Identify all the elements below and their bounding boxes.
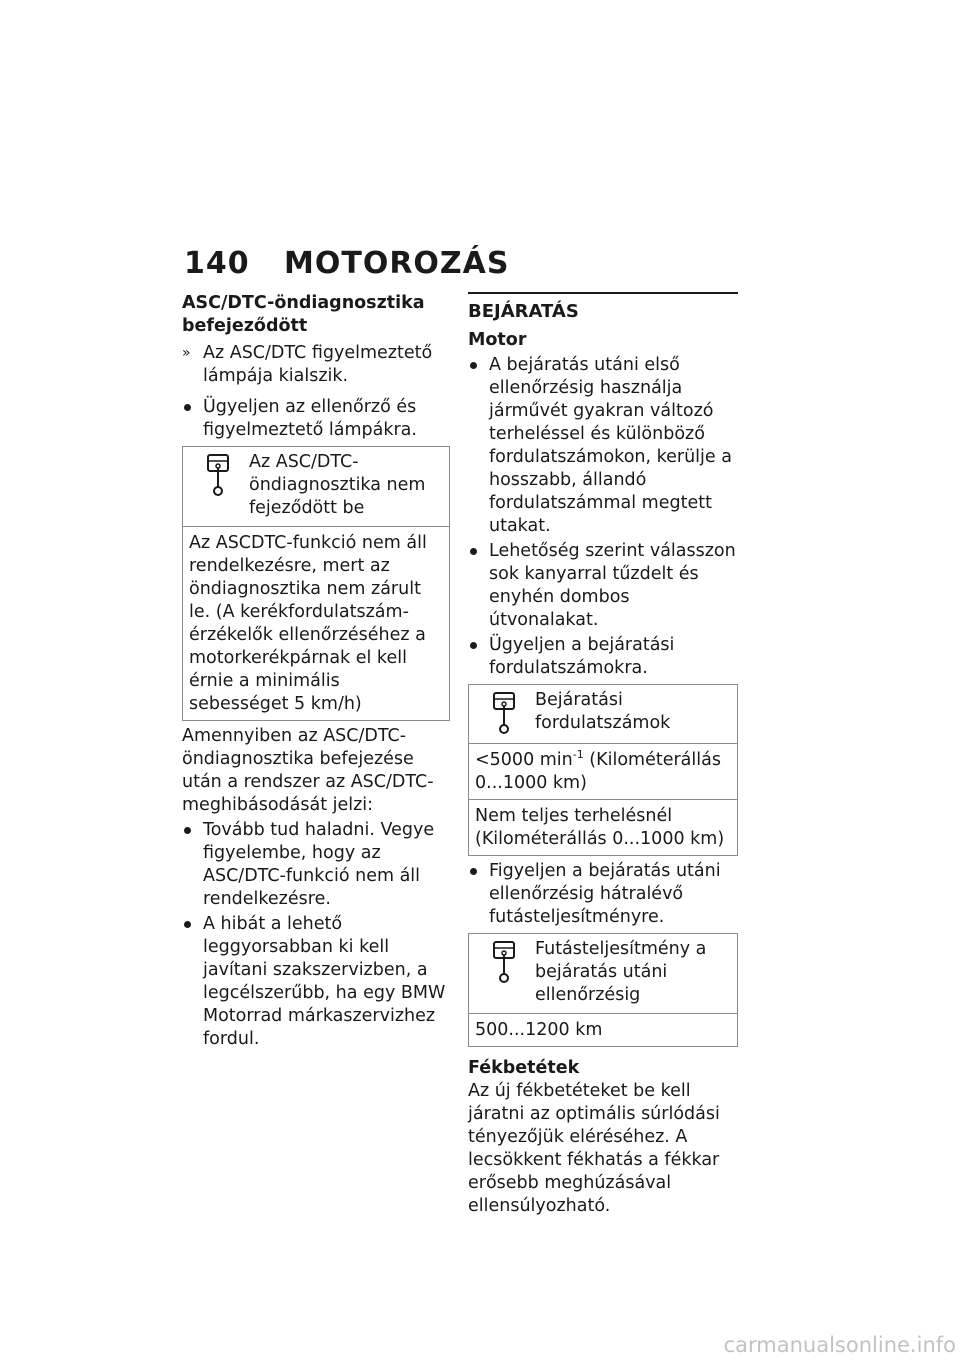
bullet-text: Ügyeljen az ellenőrző és figyelmeztető lámpákra. bbox=[203, 397, 417, 440]
spec-table-cell bbox=[469, 743, 737, 799]
rpm-value: <5000 min bbox=[475, 750, 573, 770]
bullet-item bbox=[182, 396, 450, 442]
bullet-item bbox=[182, 819, 450, 911]
left-column bbox=[182, 292, 450, 1051]
paragraph-brake-pads: Az új fékbetéteket be kell járatni az optimális súrlódási tényezőjük eléréséhez. A lecsökkent fékhatás a fékkar erősebb meghúzásával ellensúlyozható. bbox=[468, 1081, 720, 1216]
spec-table-asc-dtc bbox=[182, 446, 450, 721]
right-column bbox=[468, 292, 738, 1218]
bullet-text: Lehetőség szerint válasszon sok kanyarral tűzdelt és enyhén dombos útvonalakat. bbox=[489, 541, 736, 630]
rpm-condition: (Kilométerállás 0...1000 km) bbox=[475, 750, 721, 793]
section-title-bejaratas: BEJÁRATÁS bbox=[468, 292, 738, 323]
bullet-text: A bejáratás utáni első ellenőrzésig használja járművét gyakran változó terheléssel és különböző fordulatszámokon, kerülje a hosszabb, állandó fordulatszámmal megtett utakat. bbox=[489, 355, 732, 536]
bullet-item bbox=[468, 634, 738, 680]
page-number: 140 bbox=[184, 246, 250, 281]
spec-table-cell: Nem teljes terhelésnél (Kilométerállás 0...1000 km) bbox=[469, 799, 737, 855]
heading-motor: Motor bbox=[468, 330, 527, 350]
bullet-item bbox=[468, 860, 738, 929]
bullet-text: Ügyeljen a bejáratási fordulatszámokra. bbox=[489, 635, 675, 678]
piston-icon bbox=[487, 940, 521, 984]
bullet-dot-icon bbox=[184, 827, 191, 834]
spec-table-break-in-rpm bbox=[468, 684, 738, 856]
spec-table-mileage bbox=[468, 933, 738, 1047]
bullet-dot-icon bbox=[470, 362, 477, 369]
paragraph-fault: Amennyiben az ASC/DTC-öndiagnosztika befejezése után a rendszer az ASC/DTC-meghibásodását jelzi: bbox=[182, 726, 434, 815]
spec-table-header bbox=[183, 447, 449, 526]
piston-icon bbox=[201, 453, 235, 497]
result-item bbox=[182, 342, 450, 388]
bullet-dot-icon bbox=[184, 404, 191, 411]
bullet-text: Figyeljen a bejáratás utáni ellenőrzésig hátralévő futásteljesítményre. bbox=[489, 861, 721, 927]
result-arrow-icon: » bbox=[182, 345, 191, 361]
bullet-item bbox=[468, 354, 738, 538]
spec-table-title: Bejáratási fordulatszámok bbox=[535, 690, 671, 733]
spec-table-header bbox=[469, 934, 737, 1013]
watermark: carmanualsonline.info bbox=[723, 1333, 956, 1357]
bullet-item bbox=[182, 913, 450, 1051]
chapter-title: MOTOROZÁS bbox=[284, 246, 510, 281]
rpm-exponent: -1 bbox=[572, 748, 584, 762]
result-text: Az ASC/DTC figyelmeztető lámpája kialszik. bbox=[203, 343, 433, 386]
bullet-text: Tovább tud haladni. Vegye figyelembe, hogy az ASC/DTC-funkció nem áll rendelkezésre. bbox=[203, 820, 435, 909]
spec-table-cell: 500...1200 km bbox=[469, 1013, 737, 1046]
spec-table-title: Az ASC/DTC-öndiagnosztika nem fejeződött be bbox=[249, 452, 426, 518]
bullet-dot-icon bbox=[184, 921, 191, 928]
piston-icon bbox=[487, 691, 521, 735]
bullet-dot-icon bbox=[470, 548, 477, 555]
heading-brake-pads: Fékbetétek bbox=[468, 1058, 580, 1078]
heading-asc-dtc-complete: ASC/DTC-öndiagnosztika befejeződött bbox=[182, 293, 425, 336]
bullet-dot-icon bbox=[470, 868, 477, 875]
bullet-text: A hibát a lehető leggyorsabban ki kell javítani szakszervizben, a legcélszerűbb, ha egy BMW Motorrad márkaszervizhez fordul. bbox=[203, 914, 446, 1049]
spec-table-header bbox=[469, 685, 737, 743]
bullet-item bbox=[468, 540, 738, 632]
spec-table-cell: Az ASCDTC-funkció nem áll rendelkezésre, mert az öndiagnosztika nem zárult le. (A kerékfordulatszám-érzékelők ellenőrzéséhez a motorkerékpárnak el kell érnie a minimális sebességet 5 km/h) bbox=[183, 526, 449, 720]
bullet-dot-icon bbox=[470, 642, 477, 649]
spec-table-title: Futásteljesítmény a bejáratás utáni ellenőrzésig bbox=[535, 939, 707, 1005]
